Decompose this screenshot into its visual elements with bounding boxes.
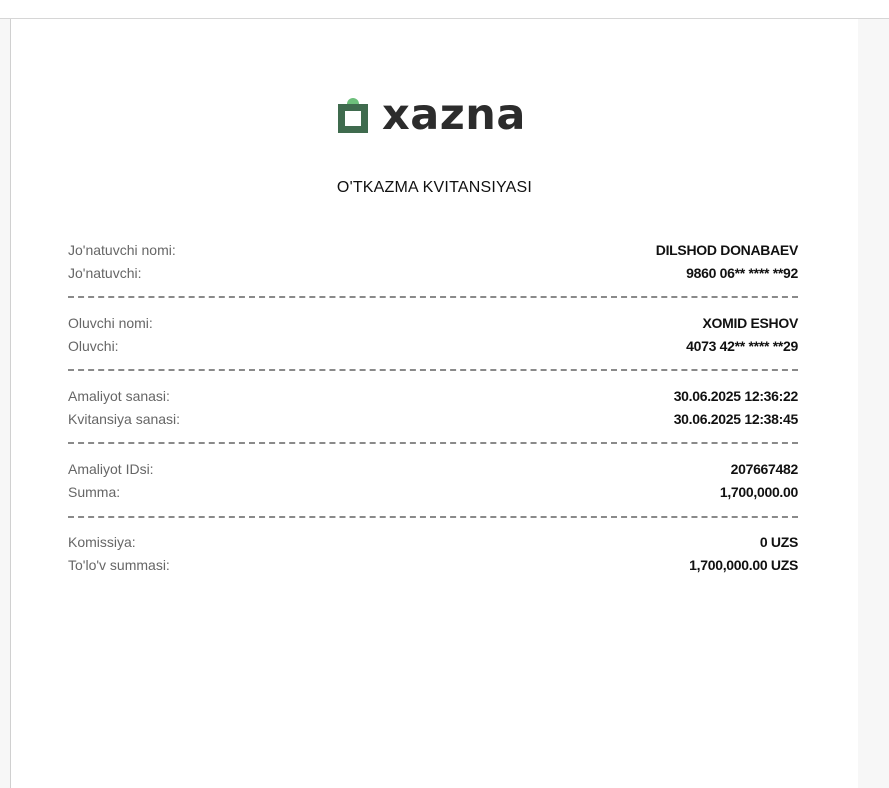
sender-name-row	[68, 242, 798, 265]
operation-date-value: 30.06.2025 12:36:22	[673, 388, 798, 404]
brand-logo	[336, 89, 526, 140]
sender-card-label: Jo'natuvchi:	[68, 265, 142, 281]
amount-row	[68, 484, 798, 507]
operation-id-value: 207667482	[730, 461, 798, 477]
payment-total-label: To'lo'v summasi:	[68, 557, 170, 573]
sender-name-value: DILSHOD DONABAEV	[655, 242, 798, 258]
receiver-section	[68, 315, 798, 361]
viewer-toolbar	[0, 0, 889, 19]
dates-section	[68, 388, 798, 434]
operation-section	[68, 461, 798, 507]
sender-name-label: Jo'natuvchi nomi:	[68, 242, 176, 258]
commission-value: 0 UZS	[759, 534, 798, 550]
divider	[68, 516, 798, 518]
receipt-date-label: Kvitansiya sanasi:	[68, 411, 181, 427]
receiver-card-row	[68, 338, 798, 361]
divider	[68, 442, 798, 444]
receipt-page	[10, 19, 859, 788]
brand-name: xazna	[382, 89, 526, 140]
xazna-logo-icon	[336, 95, 370, 135]
receiver-name-label: Oluvchi nomi:	[68, 315, 153, 331]
operation-id-row	[68, 461, 798, 484]
amount-value: 1,700,000.00	[719, 484, 798, 500]
divider	[68, 296, 798, 298]
sender-section	[68, 242, 798, 288]
sender-card-row	[68, 265, 798, 288]
payment-total-value: 1,700,000.00 UZS	[689, 557, 798, 573]
sender-card-value: 9860 06** **** **92	[686, 265, 798, 281]
receipt-date-row	[68, 411, 798, 434]
commission-row	[68, 534, 798, 557]
receipt-title: O'TKAZMA KVITANSIYASI	[336, 179, 533, 196]
viewer-background	[858, 19, 889, 788]
totals-section	[68, 534, 798, 580]
amount-label: Summa:	[68, 484, 121, 500]
receiver-card-label: Oluvchi:	[68, 338, 119, 354]
receiver-card-value: 4073 42** **** **29	[686, 338, 798, 354]
receiver-name-value: XOMID ESHOV	[702, 315, 798, 331]
operation-date-row	[68, 388, 798, 411]
commission-label: Komissiya:	[68, 534, 136, 550]
operation-date-label: Amaliyot sanasi:	[68, 388, 170, 404]
receiver-name-row	[68, 315, 798, 338]
payment-total-row	[68, 557, 798, 580]
receipt-date-value: 30.06.2025 12:38:45	[673, 411, 798, 427]
divider	[68, 369, 798, 371]
operation-id-label: Amaliyot IDsi:	[68, 461, 154, 477]
